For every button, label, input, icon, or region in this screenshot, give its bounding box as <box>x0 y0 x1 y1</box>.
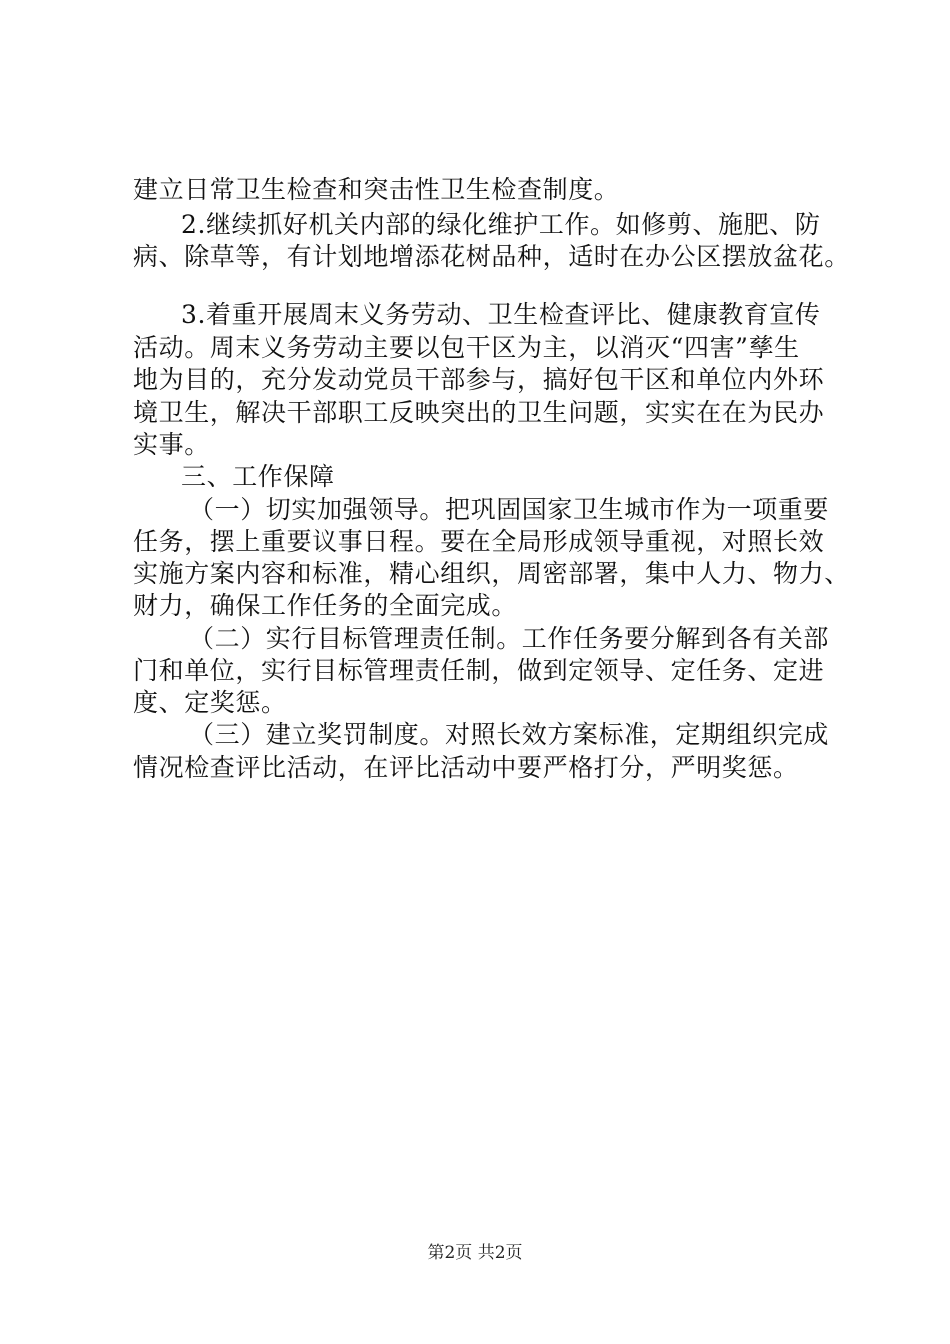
paragraph-line: 建立日常卫生检查和突击性卫生检查制度。 <box>133 175 620 204</box>
paragraph-line: 2.继续抓好机关内部的绿化维护工作。如修剪、施肥、防 <box>181 210 821 239</box>
paragraph-line: 任务，摆上重要议事日程。要在全局形成领导重视，对照长效 <box>133 527 825 556</box>
paragraph-line: 3.着重开展周末义务劳动、卫生检查评比、健康教育宣传 <box>181 300 821 329</box>
paragraph-line: 门和单位，实行目标管理责任制，做到定领导、定任务、定进 <box>133 656 825 685</box>
paragraph-line: 病、除草等，有计划地增添花树品种，适时在办公区摆放盆花。 <box>133 242 850 271</box>
paragraph-line: 实施方案内容和标准，精心组织，周密部署，集中人力、物力、 <box>133 559 850 588</box>
paragraph-line: 境卫生，解决干部职工反映突出的卫生问题，实实在在为民办 <box>133 398 825 427</box>
paragraph-line: 度、定奖惩。 <box>133 688 287 717</box>
paragraph-line: 情况检查评比活动，在评比活动中要严格打分，严明奖惩。 <box>133 753 799 782</box>
paragraph-line: 活动。周末义务劳动主要以包干区为主，以消灭“四害”孳生 <box>133 333 800 362</box>
paragraph-line: 地为目的，充分发动党员干部参与，搞好包干区和单位内外环 <box>133 365 825 394</box>
page-number-footer: 第2页 共2页 <box>427 1243 523 1263</box>
paragraph-line: （一）切实加强领导。把巩固国家卫生城市作为一项重要 <box>189 495 830 524</box>
paragraph-line: （三）建立奖罚制度。对照长效方案标准，定期组织完成 <box>189 720 830 749</box>
paragraph-line: 实事。 <box>133 430 210 459</box>
paragraph-line: （二）实行目标管理责任制。工作任务要分解到各有关部 <box>189 624 830 653</box>
section-heading: 三、工作保障 <box>181 462 335 491</box>
paragraph-line: 财力，确保工作任务的全面完成。 <box>133 591 518 620</box>
